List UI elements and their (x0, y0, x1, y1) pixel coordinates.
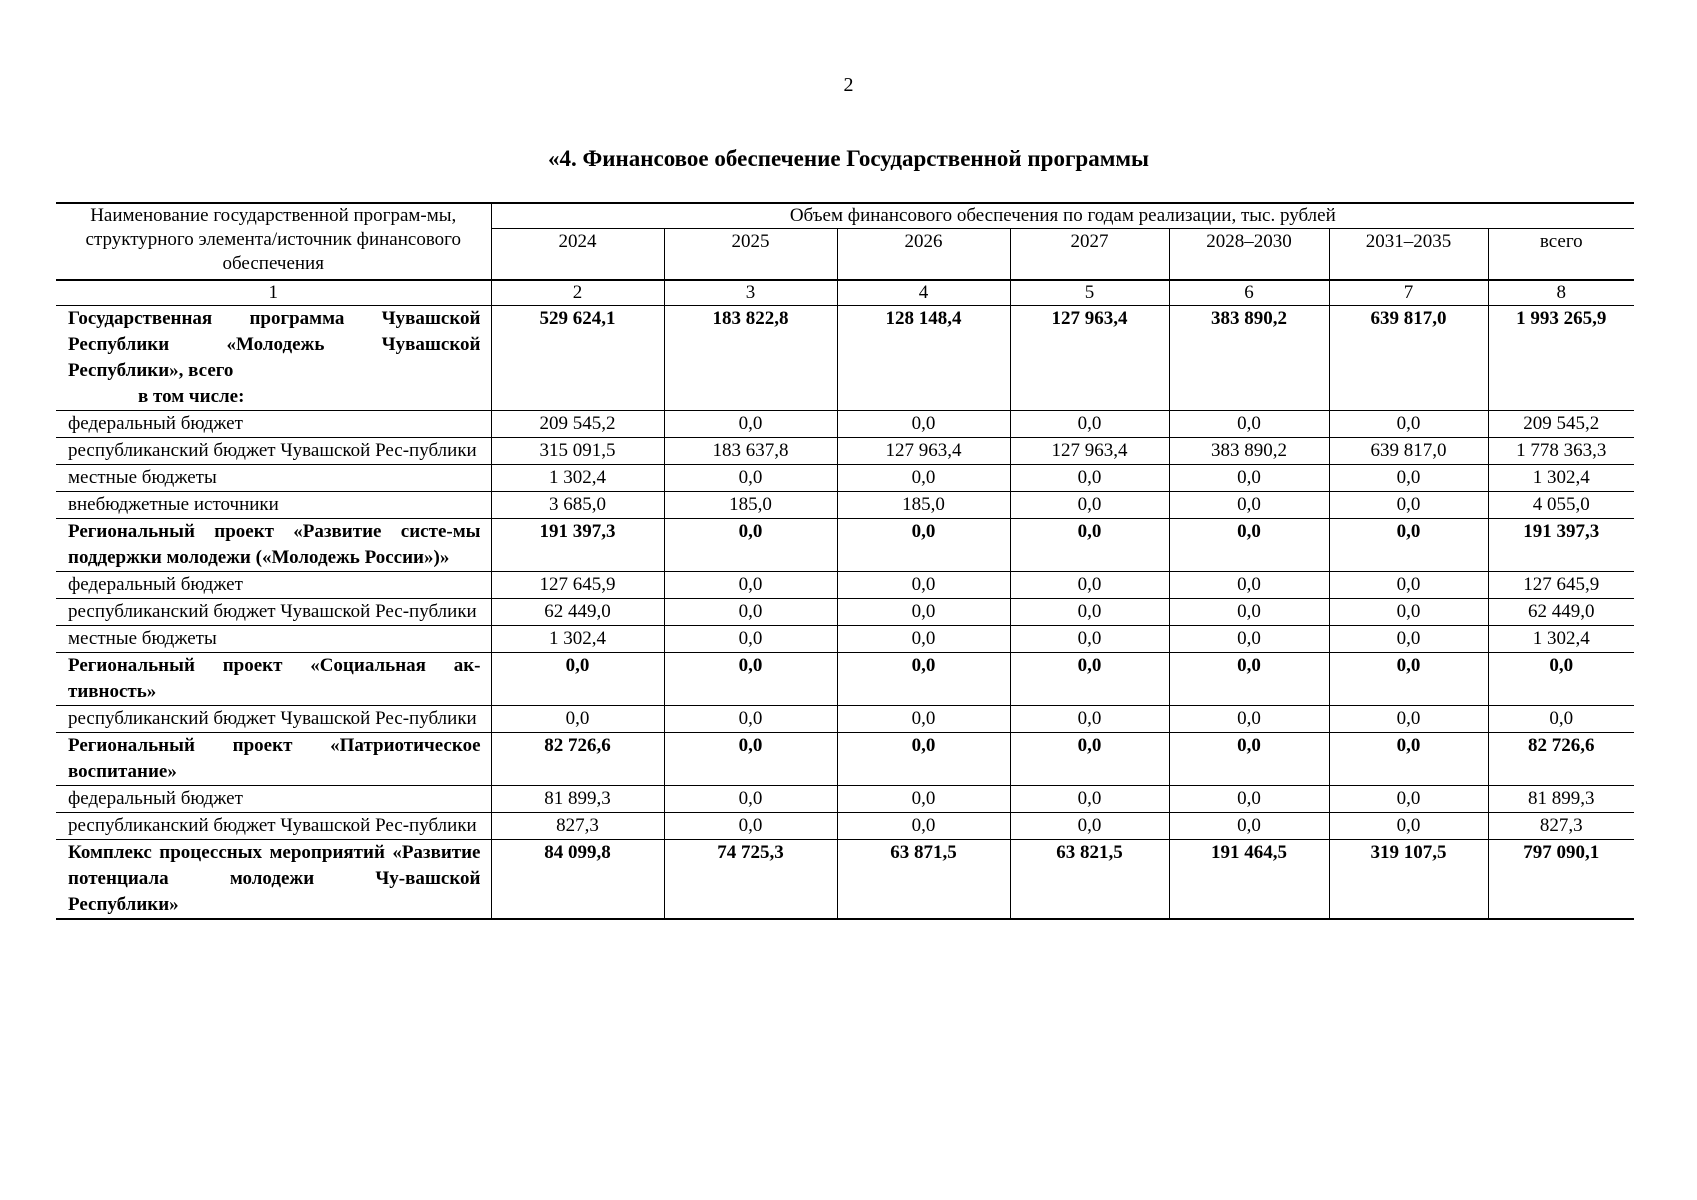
table-row-source (56, 599, 1634, 626)
value-cell: 209 545,2 (491, 411, 664, 438)
column-number: 6 (1169, 280, 1329, 306)
row-name: федеральный бюджет (68, 413, 243, 434)
value-cell: 0,0 (1329, 706, 1488, 733)
row-name: Региональный проект «Патриотическое воспитание» (68, 735, 481, 782)
value-cell: 0,0 (1010, 465, 1169, 492)
column-number: 3 (664, 280, 837, 306)
row-name-cell (56, 733, 491, 786)
value-cell: 0,0 (1329, 572, 1488, 599)
value-cell: 0,0 (1329, 599, 1488, 626)
table-row-source (56, 492, 1634, 519)
table-row-section (56, 733, 1634, 786)
table-row-source (56, 465, 1634, 492)
row-name-cell (56, 438, 491, 465)
column-number: 2 (491, 280, 664, 306)
value-cell: 81 899,3 (491, 786, 664, 813)
total-cell: 1 993 265,9 (1488, 306, 1634, 411)
total-cell: 1 302,4 (1488, 465, 1634, 492)
row-name-cell (56, 492, 491, 519)
value-cell: 383 890,2 (1169, 438, 1329, 465)
table-row-source (56, 706, 1634, 733)
value-cell: 0,0 (1010, 492, 1169, 519)
column-number: 1 (56, 280, 491, 306)
value-cell: 0,0 (1010, 733, 1169, 786)
value-cell: 1 302,4 (491, 626, 664, 653)
table-row-source (56, 786, 1634, 813)
value-cell: 0,0 (1010, 411, 1169, 438)
value-cell: 0,0 (837, 733, 1010, 786)
value-cell: 0,0 (1169, 813, 1329, 840)
value-cell: 0,0 (1329, 492, 1488, 519)
table-row-source (56, 411, 1634, 438)
value-cell: 0,0 (1169, 599, 1329, 626)
value-cell: 0,0 (1169, 465, 1329, 492)
row-name-cell (56, 786, 491, 813)
value-cell: 0,0 (1329, 519, 1488, 572)
header-total: всего (1488, 229, 1634, 281)
table-row-section (56, 519, 1634, 572)
value-cell: 0,0 (1329, 733, 1488, 786)
header-row-volume (56, 203, 1634, 229)
value-cell: 3 685,0 (491, 492, 664, 519)
row-name: Комплекс процессных мероприятий «Развитие потенциала молодежи Чу-вашской Республики» (68, 842, 481, 915)
value-cell: 0,0 (664, 706, 837, 733)
table-row-section (56, 306, 1634, 411)
row-name: Государственная программа Чувашской Республики «Молодежь Чувашской Республики», всего (68, 308, 481, 381)
row-name: местные бюджеты (68, 467, 217, 488)
value-cell: 319 107,5 (1329, 840, 1488, 920)
table-row-source (56, 626, 1634, 653)
total-cell: 0,0 (1488, 706, 1634, 733)
row-name-cell (56, 519, 491, 572)
total-cell: 81 899,3 (1488, 786, 1634, 813)
value-cell: 0,0 (1329, 653, 1488, 706)
table-row-source (56, 438, 1634, 465)
value-cell: 0,0 (1329, 813, 1488, 840)
row-name: федеральный бюджет (68, 574, 243, 595)
value-cell: 639 817,0 (1329, 438, 1488, 465)
header-year: 2026 (837, 229, 1010, 281)
row-name: федеральный бюджет (68, 788, 243, 809)
row-name: республиканский бюджет Чувашской Рес-публики (68, 440, 477, 461)
value-cell: 0,0 (1010, 626, 1169, 653)
page-number: 2 (843, 74, 854, 96)
value-cell: 0,0 (837, 465, 1010, 492)
value-cell: 0,0 (1329, 786, 1488, 813)
value-cell: 827,3 (491, 813, 664, 840)
financing-table (56, 202, 1634, 920)
value-cell: 127 963,4 (837, 438, 1010, 465)
value-cell: 0,0 (664, 572, 837, 599)
value-cell: 0,0 (837, 813, 1010, 840)
value-cell: 0,0 (664, 465, 837, 492)
total-cell: 127 645,9 (1488, 572, 1634, 599)
row-name-cell (56, 813, 491, 840)
header-year: 2028–2030 (1169, 229, 1329, 281)
value-cell: 0,0 (1010, 653, 1169, 706)
value-cell: 0,0 (491, 653, 664, 706)
row-name-cell (56, 306, 491, 411)
value-cell: 0,0 (1010, 599, 1169, 626)
value-cell: 0,0 (837, 653, 1010, 706)
section-title: «4. Финансовое обеспечение Государственной программы (548, 146, 1149, 171)
value-cell: 183 822,8 (664, 306, 837, 411)
total-cell: 797 090,1 (1488, 840, 1634, 920)
table-row-source (56, 572, 1634, 599)
value-cell: 185,0 (664, 492, 837, 519)
value-cell: 0,0 (664, 519, 837, 572)
column-number: 5 (1010, 280, 1169, 306)
row-name-cell (56, 599, 491, 626)
total-cell: 62 449,0 (1488, 599, 1634, 626)
total-cell: 1 302,4 (1488, 626, 1634, 653)
value-cell: 0,0 (664, 813, 837, 840)
value-cell: 0,0 (1169, 572, 1329, 599)
row-name: Региональный проект «Социальная ак-тивность» (68, 655, 481, 702)
row-name-cell (56, 626, 491, 653)
value-cell: 0,0 (837, 519, 1010, 572)
header-name-column: Наименование государственной програм-мы, структурного элемента/источник финансового обеспечения (56, 203, 491, 280)
header-year: 2031–2035 (1329, 229, 1488, 281)
value-cell: 0,0 (664, 653, 837, 706)
value-cell: 0,0 (1169, 411, 1329, 438)
value-cell: 191 397,3 (491, 519, 664, 572)
value-cell: 0,0 (837, 411, 1010, 438)
table-row-source (56, 813, 1634, 840)
value-cell: 0,0 (1169, 626, 1329, 653)
value-cell: 0,0 (1010, 572, 1169, 599)
value-cell: 0,0 (1169, 653, 1329, 706)
header-volume: Объем финансового обеспечения по годам реализации, тыс. рублей (491, 203, 1634, 229)
value-cell: 63 871,5 (837, 840, 1010, 920)
value-cell: 0,0 (837, 599, 1010, 626)
value-cell: 0,0 (837, 572, 1010, 599)
row-name-cell (56, 840, 491, 920)
column-number-row (56, 280, 1634, 306)
row-name-cell (56, 653, 491, 706)
value-cell: 0,0 (1010, 786, 1169, 813)
total-cell: 209 545,2 (1488, 411, 1634, 438)
value-cell: 0,0 (664, 626, 837, 653)
value-cell: 128 148,4 (837, 306, 1010, 411)
value-cell: 0,0 (1010, 813, 1169, 840)
value-cell: 0,0 (837, 706, 1010, 733)
value-cell: 0,0 (1169, 519, 1329, 572)
row-name: местные бюджеты (68, 628, 217, 649)
value-cell: 0,0 (1010, 519, 1169, 572)
total-cell: 191 397,3 (1488, 519, 1634, 572)
row-name: республиканский бюджет Чувашской Рес-публики (68, 708, 477, 729)
row-name: республиканский бюджет Чувашской Рес-публики (68, 815, 477, 836)
value-cell: 185,0 (837, 492, 1010, 519)
value-cell: 0,0 (664, 411, 837, 438)
value-cell: 0,0 (1169, 492, 1329, 519)
value-cell: 0,0 (664, 786, 837, 813)
total-cell: 0,0 (1488, 653, 1634, 706)
value-cell: 0,0 (664, 599, 837, 626)
value-cell: 183 637,8 (664, 438, 837, 465)
value-cell: 191 464,5 (1169, 840, 1329, 920)
value-cell: 0,0 (1329, 411, 1488, 438)
column-number: 8 (1488, 280, 1634, 306)
value-cell: 63 821,5 (1010, 840, 1169, 920)
row-name: Региональный проект «Развитие систе-мы поддержки молодежи («Молодежь России»)» (68, 521, 481, 568)
row-name-cell (56, 706, 491, 733)
value-cell: 82 726,6 (491, 733, 664, 786)
header-year: 2025 (664, 229, 837, 281)
row-name: внебюджетные источники (68, 494, 279, 515)
value-cell: 0,0 (837, 786, 1010, 813)
value-cell: 0,0 (664, 733, 837, 786)
value-cell: 0,0 (1169, 706, 1329, 733)
table-row-section (56, 653, 1634, 706)
value-cell: 315 091,5 (491, 438, 664, 465)
total-cell: 1 778 363,3 (1488, 438, 1634, 465)
value-cell: 127 963,4 (1010, 438, 1169, 465)
value-cell: 0,0 (1329, 626, 1488, 653)
column-number: 7 (1329, 280, 1488, 306)
total-cell: 82 726,6 (1488, 733, 1634, 786)
value-cell: 0,0 (1010, 706, 1169, 733)
row-name-cell (56, 465, 491, 492)
value-cell: 74 725,3 (664, 840, 837, 920)
table-row-section (56, 840, 1634, 920)
row-subtitle: в том числе: (138, 386, 245, 407)
row-name-cell (56, 572, 491, 599)
value-cell: 529 624,1 (491, 306, 664, 411)
value-cell: 0,0 (1169, 786, 1329, 813)
total-cell: 4 055,0 (1488, 492, 1634, 519)
value-cell: 0,0 (837, 626, 1010, 653)
value-cell: 0,0 (491, 706, 664, 733)
header-year: 2027 (1010, 229, 1169, 281)
header-year: 2024 (491, 229, 664, 281)
value-cell: 383 890,2 (1169, 306, 1329, 411)
value-cell: 62 449,0 (491, 599, 664, 626)
value-cell: 84 099,8 (491, 840, 664, 920)
row-name: республиканский бюджет Чувашской Рес-публики (68, 601, 477, 622)
column-number: 4 (837, 280, 1010, 306)
value-cell: 127 963,4 (1010, 306, 1169, 411)
value-cell: 0,0 (1169, 733, 1329, 786)
value-cell: 1 302,4 (491, 465, 664, 492)
value-cell: 127 645,9 (491, 572, 664, 599)
value-cell: 639 817,0 (1329, 306, 1488, 411)
total-cell: 827,3 (1488, 813, 1634, 840)
value-cell: 0,0 (1329, 465, 1488, 492)
row-name-cell (56, 411, 491, 438)
